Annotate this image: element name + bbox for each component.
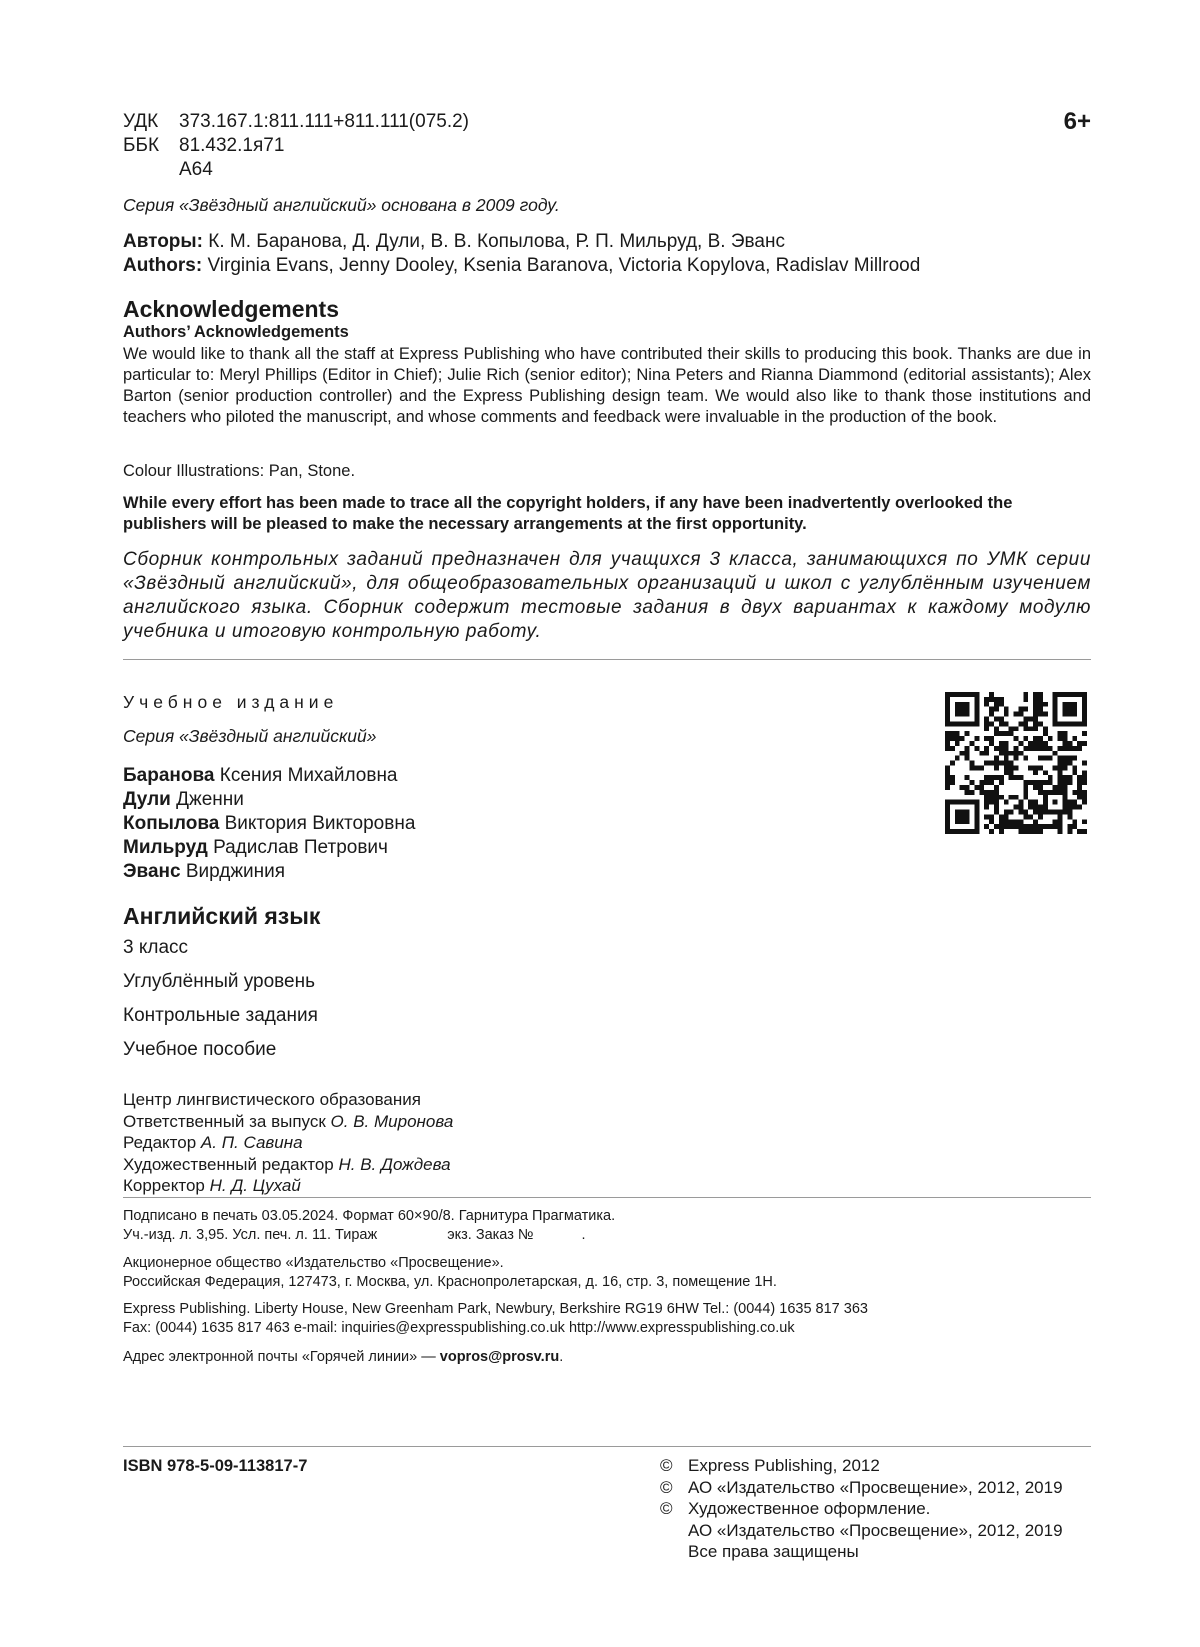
author-name: Баранова Ксения Михайловна bbox=[123, 765, 398, 786]
hotline-line: Адрес электронной почты «Горячей линии» — vopros@prosv.ru. bbox=[123, 1349, 564, 1365]
grade: 3 класс bbox=[123, 937, 189, 958]
copyright-design: Художественное оформление. bbox=[688, 1499, 931, 1518]
authors-ru: К. М. Баранова, Д. Дули, В. В. Копылова, Р. П. Мильруд, В. Эванс bbox=[208, 231, 785, 252]
authors-en-label: Authors: bbox=[123, 255, 203, 276]
copyright-design-owner: АО «Издательство «Просвещение», 2012, 2019 bbox=[688, 1520, 1063, 1540]
art-editor-line: Художественный редактор Н. В. Дождева bbox=[123, 1154, 451, 1174]
colour-illustrations: Colour Illustrations: Pan, Stone. bbox=[123, 462, 356, 480]
copyright-express: Express Publishing, 2012 bbox=[688, 1456, 880, 1475]
divider bbox=[123, 1446, 1091, 1447]
annotation: Сборник контрольных заданий предназначен для учащихся 3 класса, занимающихся по УМК серии «Звёздный английский», для общеобразовательных организаций и школ с углублённым изучением английского языка. Сборник содержит тестовые задания в двух вариантах к каждому модулю учебника и итоговую контрольную работу. bbox=[123, 549, 1091, 642]
qr-code-icon bbox=[945, 692, 1087, 834]
authors-ru-label: Авторы: bbox=[123, 231, 203, 252]
edition-series: Серия «Звёздный английский» bbox=[123, 726, 377, 746]
rights-reserved: Все права защищены bbox=[688, 1542, 859, 1561]
classification-block bbox=[123, 110, 469, 182]
acknowledgements-title: Acknowledgements bbox=[123, 296, 339, 322]
udk-value: 373.167.1:811.111+811.111(075.2) bbox=[179, 111, 470, 132]
series-note: Серия «Звёздный английский» основана в 2009 году. bbox=[123, 195, 560, 215]
copyright-block: © Express Publishing, 2012 © АО «Издательство «Просвещение», 2012, 2019 © Художественное оформление. АО «Издательство «Просвещение», 2012, 2019 Все права защищены bbox=[660, 1456, 1063, 1561]
divider bbox=[123, 1197, 1091, 1198]
bbk-value: 81.432.1я71 bbox=[179, 135, 285, 156]
edition-label: Учебное издание bbox=[123, 692, 339, 712]
publication-kind: Контрольные задания bbox=[123, 1005, 318, 1026]
center-line: Центр лингвистического образования bbox=[123, 1090, 421, 1109]
responsible-line: Ответственный за выпуск О. В. Миронова bbox=[123, 1111, 454, 1131]
credits-block bbox=[123, 1089, 453, 1197]
hotline-email: vopros@prosv.ru bbox=[439, 1349, 560, 1365]
express-address: Express Publishing. Liberty House, New Greenham Park, Newbury, Berkshire RG19 6HW Tel.: (0044) 1635 817 363 Fax: (0044) 1635 817 463 e-mail: inquiries@expresspublishing.co.uk http://www.expresspublishing.co.uk bbox=[123, 1301, 868, 1336]
acknowledgements-body: We would like to thank all the staff at Express Publishing who have contributed their skills to producing this book. Thanks are due in particular to: Meryl Phillips (Editor in Chief); Julie Rich (senior editor); Nina Peters and Rianna Diammond (editorial assistants); Alex Barton (senior production controller) and the Express Publishing design team. We would also like to thank those institutions and teachers who piloted the manuscript, and whose comments and feedback were invaluable in the production of the book. bbox=[123, 345, 1091, 426]
bbk-label: ББК bbox=[123, 135, 160, 156]
author-name: Дули Дженни bbox=[123, 789, 244, 810]
age-rating: 6+ bbox=[1063, 108, 1091, 135]
acknowledgements-subtitle: Authors’ Acknowledgements bbox=[123, 323, 349, 341]
authors-en: Virginia Evans, Jenny Dooley, Ksenia Baranova, Victoria Kopylova, Radislav Millrood bbox=[207, 255, 921, 276]
publication-type: Учебное пособие bbox=[123, 1039, 277, 1060]
author-name: Мильруд Радислав Петрович bbox=[123, 837, 388, 858]
udk-label: УДК bbox=[123, 111, 159, 132]
copyright-disclaimer: While every effort has been made to trace all the copyright holders, if any have been inadvertently overlooked the publishers will be pleased to make the necessary arrangements at the first opportunity. bbox=[123, 494, 1013, 533]
corrector-line: Корректор Н. Д. Цухай bbox=[123, 1176, 301, 1195]
editor-line: Редактор А. П. Савина bbox=[123, 1133, 303, 1152]
isbn: ISBN 978-5-09-113817-7 bbox=[123, 1457, 308, 1475]
print-details: Подписано в печать 03.05.2024. Формат 60×90/8. Гарнитура Прагматика. Уч.-изд. л. 3,95. Усл. печ. л. 11. Тираж экз. Заказ № . bbox=[123, 1208, 616, 1243]
level: Углублённый уровень bbox=[123, 971, 316, 992]
subject-title: Английский язык bbox=[123, 903, 321, 929]
authors-block bbox=[123, 230, 920, 278]
authors-list bbox=[123, 764, 415, 884]
author-mark: А64 bbox=[179, 159, 213, 180]
author-name: Копылова Виктория Викторовна bbox=[123, 813, 416, 834]
divider bbox=[123, 659, 1091, 660]
publisher-address: Акционерное общество «Издательство «Просвещение». Российская Федерация, 127473, г. Москва, ул. Краснопролетарская, д. 16, стр. 3, помещение 1Н. bbox=[123, 1255, 777, 1290]
author-name: Эванс Вирджиния bbox=[123, 861, 286, 882]
copyright-prosv: АО «Издательство «Просвещение», 2012, 2019 bbox=[688, 1477, 1063, 1497]
